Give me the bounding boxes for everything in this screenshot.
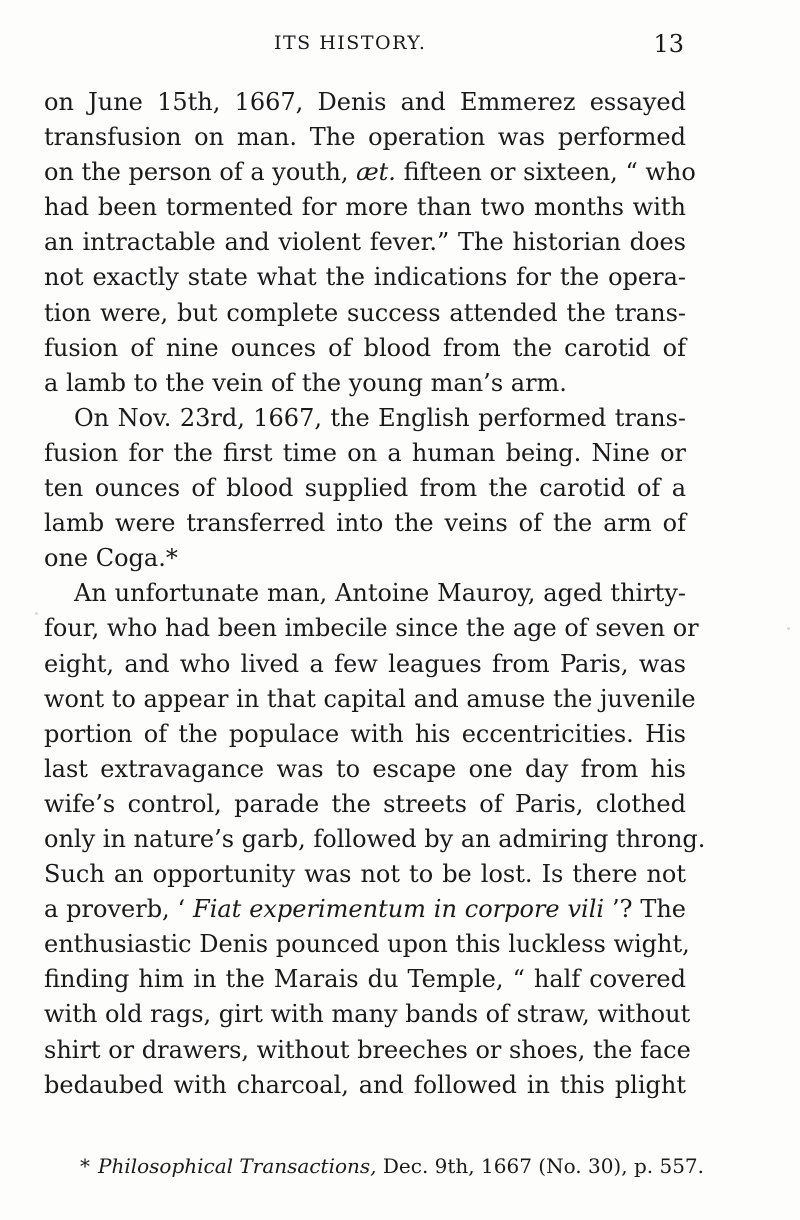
text-line-with-italic: a proverb, ‘ Fiat experimentum in corpore vili ’? The bbox=[44, 895, 686, 924]
page-header bbox=[44, 32, 684, 60]
aetatis-abbreviation: æt. bbox=[356, 158, 396, 187]
footnote-source-title: Philosophical Transactions, bbox=[98, 1154, 377, 1178]
text-line: on the person of a youth, æt. fifteen or sixteen, “ who bbox=[44, 158, 696, 187]
paper-speck bbox=[787, 627, 790, 630]
text-line: transfusion on man. The operation was performed bbox=[44, 123, 686, 152]
text-line: shirt or drawers, without breeches or shoes, the face bbox=[44, 1035, 691, 1064]
text-line: on June 15th, 1667, Denis and Emmerez essayed bbox=[44, 88, 686, 116]
text-line: ten ounces of blood supplied from the carotid of a bbox=[44, 474, 686, 503]
text-line: four, who had been imbecile since the age of seven or bbox=[44, 614, 699, 643]
page-number: 13 bbox=[653, 30, 684, 58]
text-line: only in nature’s garb, followed by an admiring throng. bbox=[44, 824, 706, 853]
text-line: Such an opportunity was not to be lost. Is there not bbox=[44, 860, 686, 889]
text-line: finding him in the Marais du Temple, “ half covered bbox=[44, 965, 686, 994]
text-line: last extravagance was to escape one day from his bbox=[44, 754, 686, 783]
footnote-citation: Dec. 9th, 1667 (No. 30), p. 557. bbox=[376, 1154, 704, 1178]
text-line: fusion for the first time on a human being. Nine or bbox=[44, 438, 686, 467]
body-text bbox=[44, 85, 706, 1103]
text-line: On Nov. 23rd, 1667, the English performed trans- bbox=[74, 403, 686, 432]
text-line: with old rags, girt with many bands of straw, without bbox=[44, 1000, 691, 1029]
text-line: a lamb to the vein of the young man’s arm. bbox=[44, 368, 567, 397]
text-line: An unfortunate man, Antoine Mauroy, aged thirty- bbox=[74, 579, 686, 608]
text-line: wont to appear in that capital and amuse the juvenile bbox=[44, 684, 696, 713]
text-line: had been tormented for more than two months with bbox=[44, 193, 686, 222]
running-head: ITS HISTORY. bbox=[274, 32, 427, 54]
text-line: tion were, but complete success attended the trans- bbox=[44, 298, 686, 327]
paper-speck bbox=[35, 612, 38, 615]
text-line: lamb were transferred into the veins of the arm of bbox=[44, 509, 686, 538]
text-line: one Coga.* bbox=[44, 544, 178, 573]
text-line: not exactly state what the indications for the opera- bbox=[44, 263, 686, 292]
text-line: fusion of nine ounces of blood from the carotid of bbox=[44, 333, 686, 362]
text-line: enthusiastic Denis pounced upon this luckless wight, bbox=[44, 930, 690, 959]
latin-proverb: Fiat experimentum in corpore vili bbox=[193, 895, 605, 924]
footnote bbox=[80, 1150, 704, 1182]
text-line: eight, and who lived a few leagues from Paris, was bbox=[44, 649, 686, 678]
footnote-marker: * bbox=[80, 1154, 90, 1178]
text-line: an intractable and violent fever.” The historian does bbox=[44, 228, 686, 257]
text-line: portion of the populace with his eccentricities. His bbox=[44, 719, 686, 748]
text-line: bedaubed with charcoal, and followed in this plight bbox=[44, 1070, 686, 1099]
text-line: wife’s control, parade the streets of Paris, clothed bbox=[44, 789, 686, 818]
